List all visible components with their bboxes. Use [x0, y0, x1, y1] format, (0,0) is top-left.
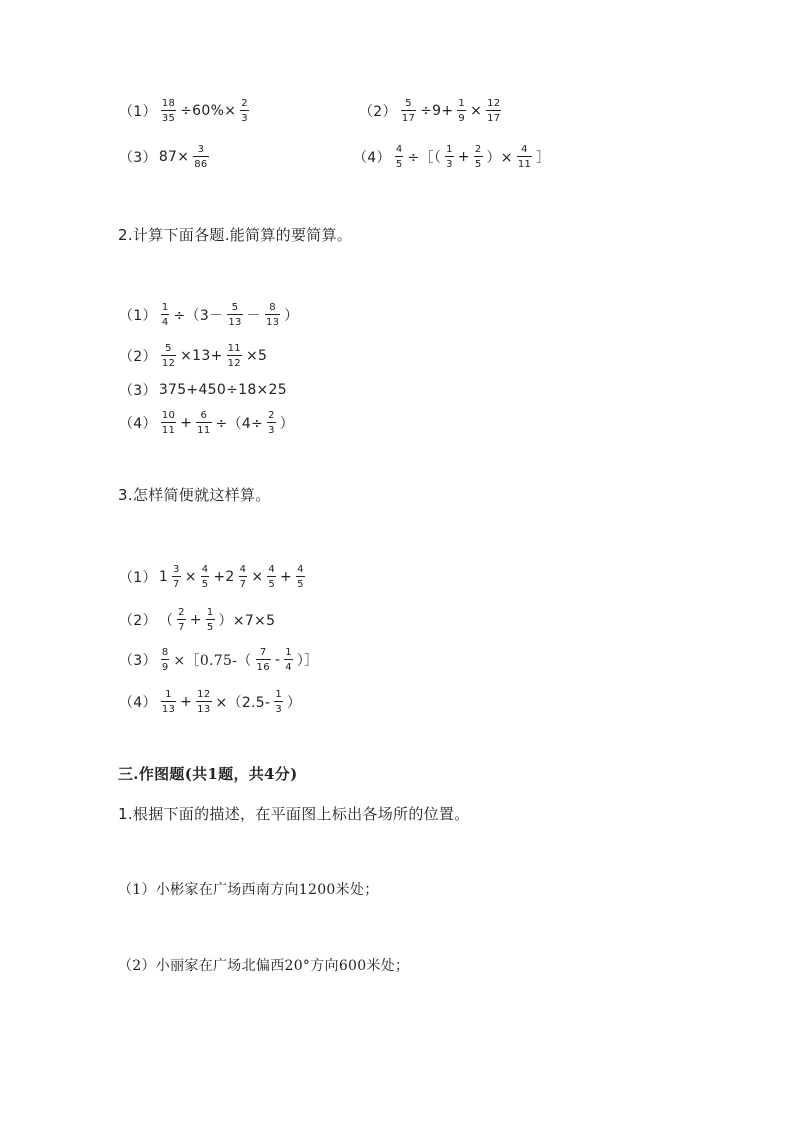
operator: ×［0.75-（	[173, 653, 252, 669]
fraction: $\frac{8}{9}$	[161, 647, 169, 673]
section-drawing-heading: 三.作图题(共1题，共4分)	[118, 765, 298, 783]
fraction: $\frac{5}{12}$	[161, 343, 176, 369]
s2-problem-1	[118, 302, 300, 328]
fraction: $\frac{4}{5}$	[268, 564, 276, 590]
fraction: $\frac{5}{13}$	[228, 302, 242, 328]
drawing-item-2: （2）小丽家在广场北偏西20°方向600米处；	[118, 958, 410, 974]
fraction: $\frac{4}{5}$	[297, 564, 304, 590]
operator: －	[246, 308, 261, 324]
operator: +	[457, 149, 470, 165]
s2-problem-3	[118, 380, 288, 400]
problem-label: （3）	[119, 150, 157, 166]
problem-label: （1）	[119, 308, 157, 324]
problem-top-3	[118, 144, 212, 170]
operator: ÷［（	[407, 150, 442, 166]
s3-problem-2	[118, 607, 276, 633]
fraction: $\frac{1}{5}$	[206, 607, 214, 633]
fraction: $\frac{7}{16}$	[256, 647, 270, 673]
problem-label: （2）	[119, 613, 157, 629]
operator: ×13+	[180, 348, 223, 364]
operator: ）	[279, 416, 295, 432]
operator: ÷（3－	[173, 308, 224, 324]
fraction: $\frac{18}{35}$	[161, 98, 176, 124]
section-3-title: 3.怎样简便就这样算。	[118, 486, 271, 504]
fraction: $\frac{11}{12}$	[227, 343, 241, 369]
problem-label: （3）	[119, 653, 157, 669]
drawing-question-1: 1.根据下面的描述，在平面图上标出各场所的位置。	[118, 805, 470, 823]
operator: （	[158, 613, 174, 629]
operator: +2	[213, 569, 235, 585]
fraction: $\frac{10}{11}$	[161, 410, 176, 436]
fraction: $\frac{1}{13}$	[161, 689, 176, 715]
operator: ）	[287, 695, 302, 711]
problem-top-4	[352, 144, 551, 170]
fraction: $\frac{2}{7}$	[178, 607, 185, 633]
whole-number: 1	[158, 569, 169, 585]
fraction: $\frac{4}{5}$	[395, 144, 403, 170]
problem-label: （1）	[119, 570, 157, 586]
fraction: $\frac{5}{17}$	[401, 98, 416, 124]
problem-top-2	[358, 98, 504, 124]
fraction: $\frac{1}{9}$	[458, 98, 466, 124]
fraction: $\frac{4}{5}$	[201, 564, 209, 590]
fraction: $\frac{2}{5}$	[474, 144, 482, 170]
operator: ］	[536, 150, 551, 166]
operator: ÷9+	[420, 103, 454, 119]
fraction: $\frac{1}{3}$	[446, 144, 453, 170]
operator: ）	[284, 308, 299, 324]
operator: ×	[251, 569, 264, 585]
fraction: $\frac{2}{3}$	[241, 98, 248, 124]
drawing-item-1: （1）小彬家在广场西南方向1200米处；	[118, 882, 379, 898]
operator: ）×7×5	[218, 613, 276, 629]
operator: ）］	[296, 653, 319, 669]
operator: +	[189, 612, 202, 628]
fraction: $\frac{4}{11}$	[517, 144, 532, 170]
fraction: $\frac{3}{7}$	[173, 564, 180, 590]
operator: ÷60%×	[180, 103, 237, 119]
operator: ×	[470, 103, 483, 119]
operator: +	[180, 694, 193, 710]
fraction: $\frac{12}{17}$	[487, 98, 501, 124]
problem-label: （2）	[359, 104, 397, 120]
problem-label: （1）	[119, 104, 157, 120]
operator: ×5	[245, 348, 268, 364]
s2-problem-4	[118, 410, 295, 436]
fraction: $\frac{1}{3}$	[275, 689, 283, 715]
s3-problem-1	[118, 564, 308, 590]
fraction: $\frac{3}{86}$	[194, 144, 208, 170]
fraction: $\frac{1}{4}$	[161, 302, 169, 328]
fraction: $\frac{6}{11}$	[197, 410, 211, 436]
operator: +	[180, 415, 193, 431]
expression: 375+450÷18×25	[158, 382, 287, 398]
operator: ÷（4÷	[215, 416, 264, 432]
problem-label: （4）	[119, 416, 157, 432]
operator: +	[280, 569, 293, 585]
problem-top-1	[118, 98, 252, 124]
operator: 87×	[158, 149, 190, 165]
operator: ）×	[486, 150, 513, 166]
s2-problem-2	[118, 343, 268, 369]
operator: -	[274, 652, 281, 668]
problem-label: （4）	[119, 695, 157, 711]
problem-label: （4）	[353, 150, 391, 166]
s3-problem-3	[118, 647, 320, 673]
operator: ×	[184, 569, 197, 585]
problem-label: （2）	[119, 349, 157, 365]
problem-label: （3）	[119, 383, 157, 399]
fraction: $\frac{2}{3}$	[268, 410, 275, 436]
fraction: $\frac{12}{13}$	[197, 689, 211, 715]
fraction: $\frac{8}{13}$	[265, 302, 280, 328]
fraction: $\frac{4}{7}$	[239, 564, 247, 590]
s3-problem-4	[118, 689, 302, 715]
fraction: $\frac{1}{4}$	[285, 647, 292, 673]
operator: ×（2.5-	[215, 695, 271, 711]
section-2-title: 2.计算下面各题.能简算的要简算。	[118, 226, 353, 244]
